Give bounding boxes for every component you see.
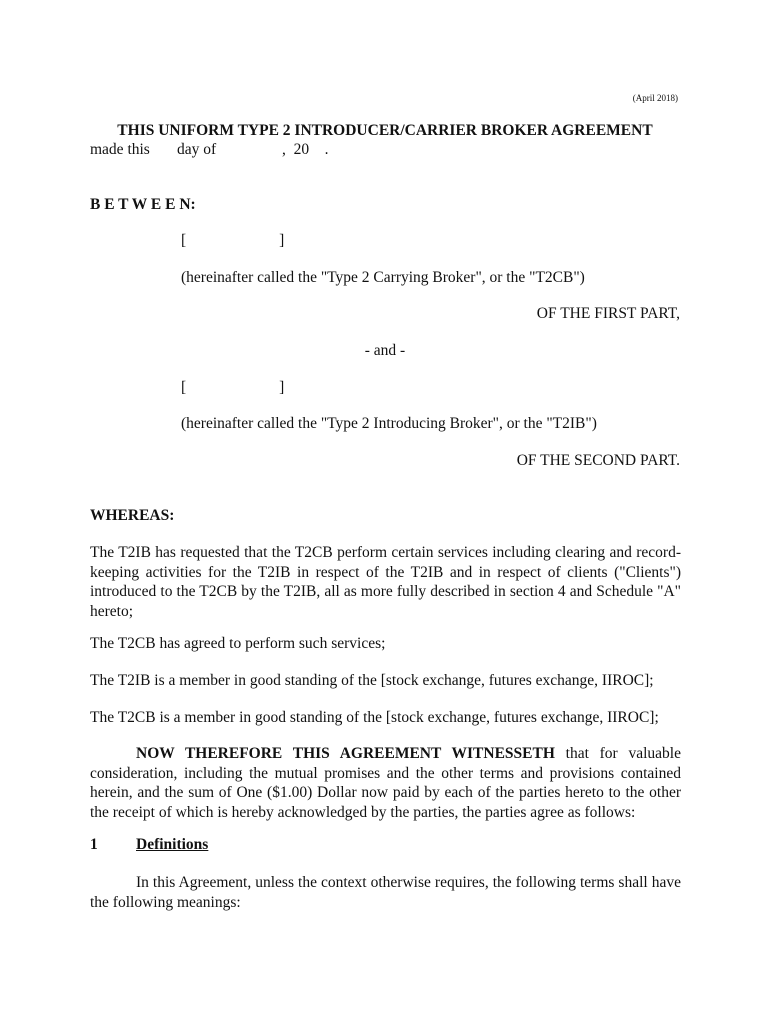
and-separator: - and -	[364, 342, 406, 359]
section-1-title: Definitions	[136, 836, 209, 853]
date-tag: (April 2018)	[632, 93, 678, 103]
recital-3: The T2IB is a member in good standing of the [stock exchange, futures exchange, IIROC];	[90, 672, 654, 689]
witnesseth-body: that for valuable consideration, including the mutual promises and the other terms and provisions contained herein, and the sum of One ($1.00) Dollar now paid by each of the parties hereto to the other the receipt of which is hereby acknowledged by the parties, the parties agree as follows:	[90, 745, 681, 821]
recital-1: The T2IB has requested that the T2CB perform certain services including clearing and record-keeping activities for the T2IB in respect of the T2IB and in respect of clients ("Clients") introduced to the T2CB by the T2IB, all as more fully described in section 4 and Schedule "A" hereto;	[90, 544, 681, 620]
party2-name-placeholder: [ ]	[181, 379, 285, 396]
section-1-intro: In this Agreement, unless the context otherwise requires, the following terms shall have the following meanings:	[90, 874, 681, 911]
between-label: B E T W E E N:	[90, 196, 196, 213]
party1-definition: (hereinafter called the "Type 2 Carrying Broker", or the "T2CB")	[181, 269, 585, 286]
section-1-number: 1	[90, 836, 98, 853]
recital-4: The T2CB is a member in good standing of the [stock exchange, futures exchange, IIROC];	[90, 709, 659, 726]
party2-definition: (hereinafter called the "Type 2 Introducing Broker", or the "T2IB")	[181, 415, 597, 432]
recital-2: The T2CB has agreed to perform such services;	[90, 635, 386, 652]
witnesseth-lead: NOW THEREFORE THIS AGREEMENT WITNESSETH	[136, 745, 555, 762]
first-part-label: OF THE FIRST PART,	[536, 305, 680, 322]
witnesseth-paragraph	[90, 744, 681, 822]
whereas-label: WHEREAS:	[90, 507, 175, 524]
made-this-line: made this day of , 20 .	[90, 141, 329, 158]
second-part-label: OF THE SECOND PART.	[516, 452, 680, 469]
party1-name-placeholder: [ ]	[181, 232, 285, 249]
agreement-title: THIS UNIFORM TYPE 2 INTRODUCER/CARRIER BROKER AGREEMENT	[117, 122, 653, 139]
